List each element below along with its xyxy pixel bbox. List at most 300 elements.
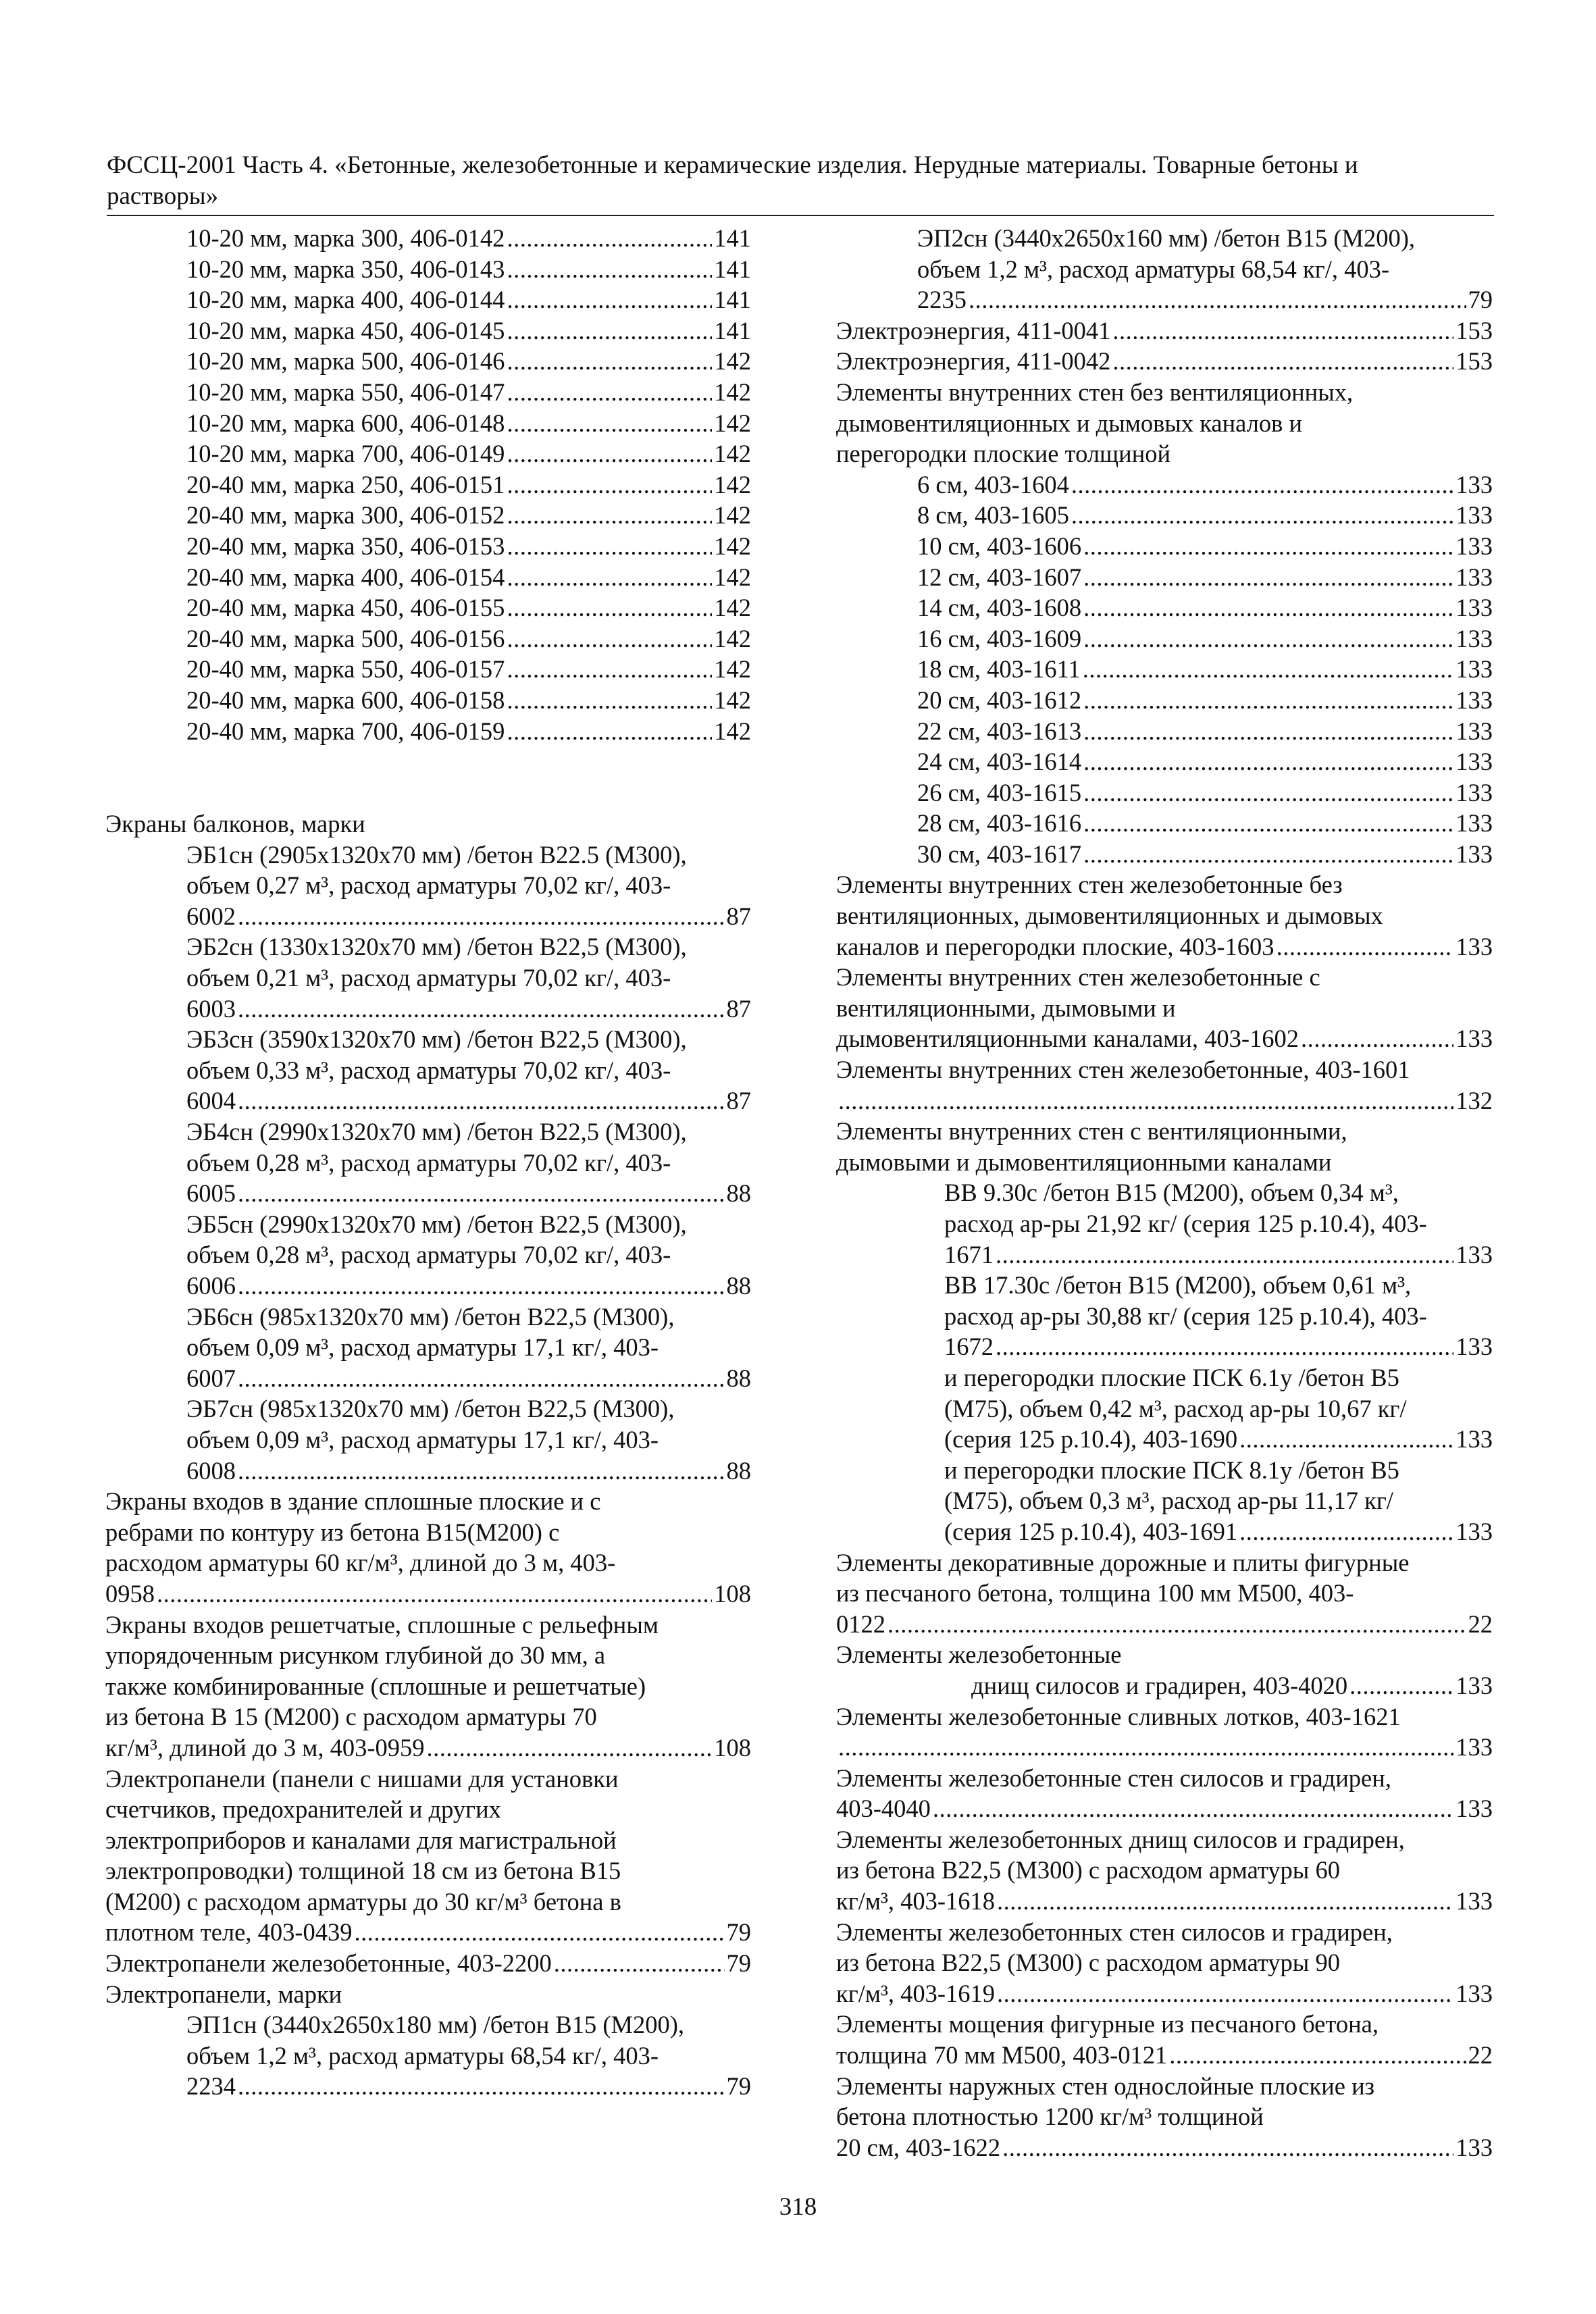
entry-line	[105, 1979, 751, 2010]
entry-line	[186, 840, 751, 871]
entry-page-ref: 133	[1456, 501, 1493, 530]
index-entry	[105, 623, 751, 654]
entry-line-final	[186, 377, 751, 408]
index-entry	[836, 2071, 1493, 2163]
entry-text: расходом арматуры 60 кг/м³, длиной до 3 м, 403-	[105, 1549, 616, 1577]
dot-leader	[838, 1085, 1453, 1116]
entry-page-ref: 142	[714, 563, 751, 591]
entry-line-final	[917, 839, 1493, 870]
dot-leader	[1083, 592, 1453, 623]
entry-page-ref: 133	[1456, 1025, 1493, 1053]
dot-leader	[507, 377, 712, 408]
dot-leader	[507, 685, 712, 716]
dot-leader	[1083, 808, 1453, 839]
entry-line	[836, 900, 1493, 931]
index-entry	[105, 1979, 751, 2010]
entry-line	[944, 1177, 1493, 1208]
entry-line-final	[186, 562, 751, 593]
entry-line-final	[917, 623, 1493, 654]
entry-line-final	[186, 685, 751, 716]
entry-page-ref: 87	[726, 1087, 751, 1115]
entry-text: Электропанели железобетонные, 403-2200	[105, 1949, 552, 1978]
dot-leader	[1112, 315, 1453, 346]
entry-text: также комбинированные (сплошные и решетчатые)	[105, 1672, 646, 1700]
entry-text: вентиляционных, дымовентиляционных и дымовых	[836, 902, 1383, 930]
entry-page-ref: 142	[714, 501, 751, 530]
entry-page-ref: 22	[1468, 2041, 1493, 2069]
dot-leader	[238, 1363, 725, 1394]
entry-line	[105, 1701, 751, 1732]
dot-leader	[1083, 685, 1453, 716]
entry-line-final	[917, 469, 1493, 500]
index-entry	[836, 531, 1493, 562]
dot-leader	[1083, 531, 1453, 562]
dot-leader	[238, 1270, 725, 1302]
entry-page-ref: 79	[726, 1949, 751, 1978]
dot-leader	[238, 1456, 725, 1487]
entry-text: ЭБ1сн (2905x1320x70 мм) /бетон В22.5 (М300),	[186, 840, 687, 869]
index-entry	[105, 1610, 751, 1764]
entry-line	[944, 1455, 1493, 1486]
entry-line	[186, 1332, 751, 1363]
entry-text: Элементы наружных стен однослойные плоские из	[836, 2072, 1375, 2100]
entry-text: ВВ 9.30с /бетон В15 (М200), объем 0,34 м³,	[944, 1179, 1399, 1207]
entry-page-ref: 133	[1456, 655, 1493, 684]
entry-line-final	[186, 654, 751, 685]
entry-text: 20-40 мм, марка 550, 406-0157	[186, 655, 505, 684]
entry-text: Элементы внутренних стен железобетонные, 403-1601	[836, 1056, 1410, 1084]
entry-line-final	[186, 716, 751, 747]
entry-line-final	[186, 592, 751, 623]
entry-text: 6006	[186, 1272, 236, 1300]
entry-line	[917, 254, 1493, 285]
entry-text: 10-20 мм, марка 500, 406-0146	[186, 347, 505, 376]
dot-leader	[507, 592, 712, 623]
entry-text: объем 0,28 м³, расход арматуры 70,02 кг/, 403-	[186, 1241, 671, 1269]
entry-page-ref: 133	[1456, 778, 1493, 806]
entry-line	[836, 1547, 1493, 1578]
dot-leader	[1169, 2040, 1466, 2071]
dot-leader	[507, 654, 712, 685]
index-entry	[105, 408, 751, 439]
index-entry	[105, 284, 751, 315]
entry-line	[105, 1671, 751, 1702]
entry-line-final	[917, 777, 1493, 808]
entry-page-ref: 88	[726, 1179, 751, 1208]
entry-line	[105, 1886, 751, 1918]
entry-text: ЭБ2сн (1330x1320x70 мм) /бетон В22,5 (М300),	[186, 933, 687, 961]
entry-text: Элементы железобетонных стен силосов и градирен,	[836, 1918, 1393, 1946]
entry-text: объем 0,21 м³, расход арматуры 70,02 кг/, 403-	[186, 964, 671, 992]
entry-line	[186, 1424, 751, 1456]
dot-leader	[157, 1578, 712, 1610]
index-entry	[836, 315, 1493, 346]
entry-line-final	[836, 2132, 1493, 2163]
entry-line	[186, 931, 751, 962]
entry-page-ref: 108	[714, 1733, 751, 1762]
entry-page-ref: 153	[1456, 316, 1493, 344]
entry-text: расход ар-ры 30,88 кг/ (серия 125 р.10.4), 403-	[944, 1302, 1427, 1330]
entry-text: Экраны входов решетчатые, сплошные с рельефным	[105, 1610, 659, 1639]
dot-leader	[507, 315, 712, 346]
entry-text: плотном теле, 403-0439	[105, 1918, 353, 1947]
entry-text: Экраны входов в здание сплошные плоские и с	[105, 1487, 601, 1516]
dot-leader	[1239, 1424, 1453, 1455]
entry-line	[186, 1024, 751, 1055]
entry-line-final	[917, 531, 1493, 562]
index-entry	[105, 716, 751, 747]
entry-text: 10-20 мм, марка 700, 406-0149	[186, 440, 505, 468]
entry-line-final	[186, 469, 751, 500]
dot-leader	[997, 1886, 1453, 1917]
entry-text: ЭБ7сн (985x1320x70 мм) /бетон В22,5 (М300),	[186, 1395, 675, 1423]
entry-page-ref: 133	[1456, 717, 1493, 745]
entry-text: 20-40 мм, марка 350, 406-0153	[186, 532, 505, 560]
header-rule	[107, 215, 1494, 216]
entry-line	[105, 1640, 751, 1671]
entry-text: Элементы внутренних стен железобетонные без	[836, 871, 1343, 899]
entry-text: расход ар-ры 21,92 кг/ (серия 125 р.10.4), 403-	[944, 1210, 1427, 1237]
entry-text: 20-40 мм, марка 250, 406-0151	[186, 470, 505, 498]
entry-text: электроприборов и каналами для магистральной	[105, 1826, 617, 1854]
entry-page-ref: 142	[714, 409, 751, 437]
entry-text: каналов и перегородки плоские, 403-1603	[836, 932, 1275, 960]
entry-page-ref: 133	[1456, 532, 1493, 560]
entry-text: из бетона В22,5 (М300) с расходом арматуры 90	[836, 1949, 1340, 1977]
entry-line	[186, 1209, 751, 1240]
entry-page-ref: 133	[1456, 470, 1493, 498]
entry-page-ref: 142	[714, 347, 751, 376]
entry-text: ЭБ4сн (2990x1320x70 мм) /бетон В22,5 (М300),	[186, 1118, 687, 1146]
entry-text: 22 см, 403-1613	[917, 717, 1082, 745]
entry-line	[186, 1148, 751, 1179]
entry-text: Экраны балконов, марки	[105, 810, 365, 838]
entry-line-final	[836, 2040, 1493, 2071]
entry-line	[105, 1610, 751, 1641]
entry-text: 2235	[917, 286, 967, 314]
entry-line	[836, 438, 1493, 469]
index-entry	[105, 1024, 751, 1116]
entry-page-ref: 133	[1456, 809, 1493, 838]
entry-text: Электропанели (панели с нишами для установки	[105, 1764, 619, 1793]
entry-line-final	[186, 623, 751, 654]
entry-line-final	[836, 1732, 1493, 1763]
index-entry	[836, 1455, 1493, 1547]
dot-leader	[238, 1085, 725, 1116]
entry-page-ref: 132	[1456, 1086, 1493, 1114]
entry-line-final	[917, 592, 1493, 623]
entry-text: Элементы декоративные дорожные и плиты фигурные	[836, 1548, 1410, 1576]
entry-text: Электроэнергия, 411-0042	[836, 347, 1111, 376]
entry-text: Элементы внутренних стен без вентиляционных,	[836, 378, 1354, 406]
entry-text: (серия 125 р.10.4), 403-1690	[944, 1425, 1238, 1454]
entry-text: 20-40 мм, марка 450, 406-0155	[186, 594, 505, 622]
entry-text: Элементы железобетонные стен силосов и градирен,	[836, 1764, 1391, 1792]
dot-leader	[238, 901, 725, 932]
dot-leader	[507, 284, 712, 315]
entry-text: 20-40 мм, марка 600, 406-0158	[186, 686, 505, 714]
entry-line	[836, 1639, 1493, 1670]
entry-text: 8 см, 403-1605	[917, 501, 1069, 530]
entry-text: 24 см, 403-1614	[917, 748, 1082, 776]
entry-line-final	[917, 562, 1493, 593]
entry-line	[836, 1116, 1493, 1147]
header-line-1: ФССЦ-2001 Часть 4. «Бетонные, железобетонные и керамические изделия. Нерудные материалы. Товарные бетоны и	[107, 151, 1358, 179]
entry-text: из бетона В 15 (М200) с расходом арматуры 70	[105, 1703, 597, 1731]
entry-text: 28 см, 403-1616	[917, 809, 1082, 838]
entry-line	[105, 1486, 751, 1517]
entry-text: 20-40 мм, марка 700, 406-0159	[186, 717, 505, 745]
entry-line-final	[186, 531, 751, 562]
entry-text: 6007	[186, 1364, 236, 1392]
entry-line	[105, 1547, 751, 1578]
entry-text: упорядоченным рисунком глубиной до 30 мм, а	[105, 1641, 606, 1670]
entry-line-final	[917, 808, 1493, 839]
entry-line	[836, 1701, 1493, 1732]
entry-text: объем 0,33 м³, расход арматуры 70,02 кг/, 403-	[186, 1056, 671, 1084]
entry-line-final	[944, 1424, 1493, 1455]
entry-line-final	[836, 346, 1493, 377]
entry-text: 6008	[186, 1456, 236, 1485]
entry-line-final	[917, 654, 1493, 685]
entry-text: объем 1,2 м³, расход арматуры 68,54 кг/, 403-	[186, 2041, 659, 2069]
entry-text: 10 см, 403-1606	[917, 532, 1082, 560]
entry-line	[944, 1393, 1493, 1424]
entry-text: 14 см, 403-1608	[917, 594, 1082, 622]
entry-line	[186, 870, 751, 901]
entry-line	[836, 869, 1493, 900]
dot-leader	[355, 1917, 725, 1948]
index-entry	[105, 346, 751, 377]
index-entry	[836, 1547, 1493, 1640]
index-entry	[105, 1764, 751, 1949]
entry-line-final	[971, 1670, 1493, 1701]
entry-page-ref: 141	[714, 224, 751, 252]
dot-leader	[997, 1978, 1453, 2009]
index-entry	[836, 1270, 1493, 1362]
entry-page-ref: 142	[714, 655, 751, 684]
dot-leader	[238, 2071, 725, 2102]
index-entry	[105, 808, 751, 840]
entry-line-final	[917, 746, 1493, 777]
entry-line-final	[105, 1578, 751, 1610]
index-entry	[836, 1917, 1493, 2009]
entry-page-ref: 108	[714, 1579, 751, 1608]
entry-line-final	[917, 284, 1493, 315]
dot-leader	[1083, 654, 1454, 685]
index-entry	[836, 869, 1493, 962]
entry-page-ref: 22	[1468, 1610, 1493, 1638]
index-entry	[836, 500, 1493, 531]
entry-line-final	[186, 1270, 751, 1302]
entry-page-ref: 133	[1456, 1425, 1493, 1454]
dot-leader	[507, 716, 712, 747]
header-line-2: растворы»	[107, 182, 219, 210]
entry-line	[836, 1054, 1493, 1085]
entry-line	[105, 1764, 751, 1795]
dot-leader	[1071, 500, 1453, 531]
dot-leader	[507, 562, 712, 593]
entry-text: Электроэнергия, 411-0041	[836, 316, 1111, 344]
entry-page-ref: 142	[714, 594, 751, 622]
entry-spacer	[105, 746, 751, 808]
index-entry	[836, 377, 1493, 469]
entry-line-final	[944, 1331, 1493, 1362]
entry-line	[105, 1855, 751, 1886]
dot-leader	[1083, 562, 1453, 593]
index-entry	[836, 1824, 1493, 1917]
entry-text: днищ силосов и градирен, 403-4020	[971, 1671, 1348, 1699]
entry-text: 10-20 мм, марка 350, 406-0143	[186, 255, 505, 283]
entry-text: 6003	[186, 994, 236, 1023]
index-entry	[836, 1763, 1493, 1824]
entry-line-final	[917, 500, 1493, 531]
dot-leader	[933, 1793, 1453, 1824]
entry-text: 20 см, 403-1622	[836, 2133, 1001, 2161]
index-entry	[836, 1670, 1493, 1701]
entry-text: 16 см, 403-1609	[917, 624, 1082, 652]
entry-text: (М75), объем 0,42 м³, расход ар-ры 10,67 кг/	[944, 1394, 1407, 1422]
dot-leader	[507, 469, 712, 500]
entry-text: бетона плотностью 1200 кг/м³ толщиной	[836, 2103, 1264, 2131]
entry-page-ref: 133	[1456, 624, 1493, 652]
entry-text: 20-40 мм, марка 500, 406-0156	[186, 624, 505, 652]
index-entry	[836, 1054, 1493, 1116]
entry-text: объем 0,28 м³, расход арматуры 70,02 кг/, 403-	[186, 1148, 671, 1177]
index-entry	[105, 562, 751, 593]
dot-leader	[1083, 777, 1453, 808]
entry-text: счетчиков, предохранителей и других	[105, 1795, 501, 1824]
entry-text: 6 см, 403-1604	[917, 470, 1069, 498]
entry-line	[105, 1794, 751, 1825]
entry-line	[186, 2040, 751, 2072]
entry-page-ref: 133	[1456, 932, 1493, 960]
entry-text: 6002	[186, 902, 236, 930]
index-entry	[836, 1701, 1493, 1763]
entry-line-final	[917, 716, 1493, 747]
dot-leader	[1071, 469, 1453, 500]
entry-page-ref: 133	[1456, 686, 1493, 714]
entry-text: дымовентиляционных и дымовых каналов и	[836, 409, 1302, 437]
entry-line	[186, 2009, 751, 2040]
entry-line	[836, 1824, 1493, 1855]
entry-line-final	[836, 1023, 1493, 1054]
entry-page-ref: 141	[714, 255, 751, 283]
index-entry	[105, 654, 751, 685]
index-entry	[836, 1639, 1493, 1670]
entry-page-ref: 133	[1456, 840, 1493, 868]
index-entry	[105, 1948, 751, 1979]
dot-leader	[1277, 931, 1454, 962]
entry-text: Элементы железобетонных днищ силосов и градирен,	[836, 1825, 1405, 1853]
entry-line-final	[105, 1948, 751, 1979]
dot-leader	[554, 1948, 725, 1979]
entry-text: Элементы мощения фигурные из песчаного бетона,	[836, 2010, 1379, 2038]
entry-page-ref: 87	[726, 994, 751, 1023]
entry-line	[836, 1763, 1493, 1794]
dot-leader	[1002, 2132, 1453, 2163]
dot-leader	[238, 1178, 725, 1209]
entry-page-ref: 79	[726, 1918, 751, 1947]
dot-leader	[1239, 1516, 1453, 1547]
entry-page-ref: 142	[714, 624, 751, 652]
entry-text: 26 см, 403-1615	[917, 778, 1082, 806]
index-entry	[105, 1302, 751, 1394]
entry-line-final	[836, 1886, 1493, 1917]
index-entry	[836, 716, 1493, 747]
index-entry	[836, 685, 1493, 716]
index-entry	[836, 746, 1493, 777]
index-entry	[105, 531, 751, 562]
entry-page-ref: 141	[714, 286, 751, 314]
index-entry	[105, 254, 751, 285]
entry-line	[836, 377, 1493, 408]
dot-leader	[996, 1331, 1453, 1362]
entry-line	[186, 1116, 751, 1148]
running-header	[107, 150, 1491, 212]
entry-line-final	[186, 1363, 751, 1394]
entry-page-ref: 133	[1456, 2133, 1493, 2161]
entry-text: (М75), объем 0,3 м³, расход ар-ры 11,17 кг/	[944, 1487, 1393, 1515]
entry-text: объем 0,09 м³, расход арматуры 17,1 кг/, 403-	[186, 1425, 659, 1454]
entry-page-ref: 88	[726, 1272, 751, 1300]
dot-leader	[507, 531, 712, 562]
entry-text: Элементы внутренних стен с вентиляционными,	[836, 1117, 1347, 1146]
entry-page-ref: 142	[714, 717, 751, 745]
entry-page-ref: 79	[726, 2072, 751, 2101]
entry-text: 30 см, 403-1617	[917, 840, 1082, 868]
entry-text: Электропанели, марки	[105, 1980, 342, 2008]
index-entry	[105, 931, 751, 1024]
entry-text: Элементы железобетонные	[836, 1641, 1122, 1669]
entry-line	[944, 1362, 1493, 1393]
entry-page-ref: 133	[1456, 563, 1493, 591]
entry-text: дымовыми и дымовентиляционными каналами	[836, 1148, 1332, 1176]
dot-leader	[1083, 746, 1453, 777]
entry-line	[105, 808, 751, 840]
entry-line	[944, 1270, 1493, 1301]
entry-line-final	[186, 254, 751, 285]
entry-text: Элементы внутренних стен железобетонные с	[836, 963, 1320, 992]
dot-leader	[238, 994, 725, 1025]
dot-leader	[1349, 1670, 1453, 1701]
index-entry	[836, 562, 1493, 593]
index-entry	[105, 2009, 751, 2102]
entry-text: 18 см, 403-1611	[917, 655, 1081, 684]
entry-text: 10-20 мм, марка 300, 406-0142	[186, 224, 505, 252]
entry-text: электропроводки) толщиной 18 см из бетона В15	[105, 1857, 621, 1885]
entry-line	[836, 1147, 1493, 1178]
index-entry	[105, 500, 751, 531]
dot-leader	[507, 254, 712, 285]
index-entry	[105, 840, 751, 932]
index-entry	[105, 315, 751, 346]
entry-text: 10-20 мм, марка 600, 406-0148	[186, 409, 505, 437]
entry-text: 0958	[105, 1579, 155, 1608]
entry-page-ref: 142	[714, 532, 751, 560]
index-entry	[836, 469, 1493, 500]
entry-text: 20 см, 403-1612	[917, 686, 1082, 714]
entry-page-ref: 79	[1468, 286, 1493, 314]
index-entry	[836, 346, 1493, 377]
entry-page-ref: 87	[726, 902, 751, 930]
index-entry	[105, 1486, 751, 1609]
entry-line	[836, 2101, 1493, 2132]
entry-page-ref: 133	[1456, 748, 1493, 776]
entry-text: перегородки плоские толщиной	[836, 440, 1171, 468]
entry-line-final	[186, 500, 751, 531]
entry-line	[186, 1055, 751, 1086]
